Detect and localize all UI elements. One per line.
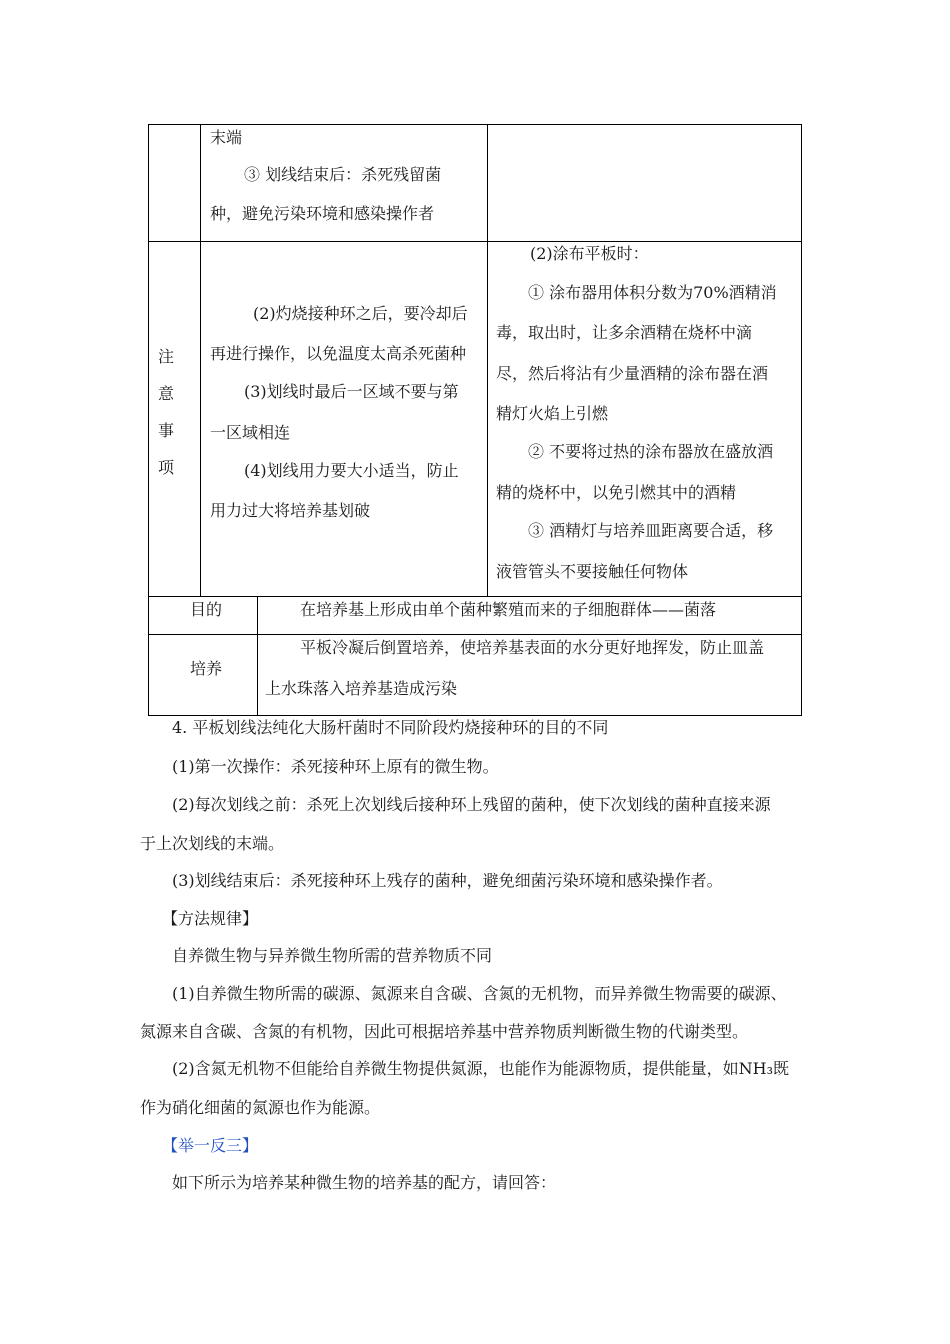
paragraph: 于上次划线的末端。 <box>140 834 285 853</box>
method-heading: 【方法规律】 <box>162 909 259 928</box>
table-row2-right-line: 尽，然后将沾有少量酒精的涂布器在酒 <box>496 364 769 383</box>
table-row2-mid-line: 用力过大将培养基划破 <box>210 501 371 520</box>
table-culture-line: 平板冷凝后倒置培养，使培养基表面的水分更好地挥发，防止皿盖 <box>300 638 765 657</box>
table-culture-label: 培养 <box>190 659 223 678</box>
table-row2-right-line: 精的烧杯中，以免引燃其中的酒精 <box>496 483 737 502</box>
table-row2-right-line: ② 不要将过热的涂布器放在盛放酒 <box>528 442 774 461</box>
table-row2-right-line: (2)涂布平板时： <box>530 244 649 263</box>
paragraph: 氮源来自含碳、含氮的有机物，因此可根据培养基中营养物质判断微生物的代谢类型。 <box>140 1022 749 1041</box>
table-purpose-label: 目的 <box>190 600 223 619</box>
paragraph: 自养微生物与异养微生物所需的营养物质不同 <box>172 946 493 965</box>
paragraph: (3)划线结束后：杀死接种环上残存的菌种，避免细菌污染环境和感染操作者。 <box>172 871 723 890</box>
table-label-char: 事 <box>158 421 175 440</box>
table-row2-right-line: 毒，取出时，让多余酒精在烧杯中滴 <box>496 323 753 342</box>
table-row2-right-line: ① 涂布器用体积分数为70%酒精消 <box>528 283 777 302</box>
table-row2-right-line: 精灯火焰上引燃 <box>496 404 609 423</box>
paragraph: 作为硝化细菌的氮源也作为能源。 <box>140 1098 381 1117</box>
table-row1-line3: 种，避免污染环境和感染操作者 <box>210 204 435 223</box>
table-row2-mid-line: (2)灼烧接种环之后，要冷却后 <box>253 304 468 323</box>
table-row2-mid-line: 再进行操作，以免温度太高杀死菌种 <box>210 344 467 363</box>
paragraph: (2)每次划线之前：杀死上次划线后接种环上残留的菌种，使下次划线的菌种直接来源 <box>172 795 771 814</box>
table-row1-line1: 末端 <box>210 128 243 147</box>
table-culture-line: 上水珠落入培养基造成污染 <box>265 679 458 698</box>
table-label-char: 注 <box>158 347 175 366</box>
section4-title: 4. 平板划线法纯化大肠杆菌时不同阶段灼烧接种环的目的不同 <box>172 718 609 737</box>
table-row2-mid-line: (4)划线用力要大小适当，防止 <box>244 461 459 480</box>
table-purpose-content: 在培养基上形成由单个菌种繁殖而来的子细胞群体——菌落 <box>300 600 717 619</box>
paragraph: (1)第一次操作：杀死接种环上原有的微生物。 <box>172 757 499 776</box>
table-label-char: 意 <box>158 384 175 403</box>
table-row2-mid-line: 一区域相连 <box>210 423 291 442</box>
table-row2-right-line: ③ 酒精灯与培养皿距离要合适，移 <box>528 521 774 540</box>
paragraph: (2)含氮无机物不但能给自养微生物提供氮源，也能作为能源物质，提供能量，如NH₃既 <box>172 1059 790 1078</box>
paragraph: (1)自养微生物所需的碳源、氮源来自含碳、含氮的无机物，而异养微生物需要的碳源、 <box>172 984 787 1003</box>
table-row2-mid-line: (3)划线时最后一区域不要与第 <box>244 382 459 401</box>
table-label-char: 项 <box>158 458 175 477</box>
paragraph: 如下所示为培养某种微生物的培养基的配方，请回答： <box>172 1173 557 1192</box>
table-row1-line2: ③ 划线结束后：杀死残留菌 <box>244 165 442 184</box>
example-heading: 【举一反三】 <box>162 1136 259 1155</box>
table-row2-right-line: 液管管头不要接触任何物体 <box>496 562 689 581</box>
